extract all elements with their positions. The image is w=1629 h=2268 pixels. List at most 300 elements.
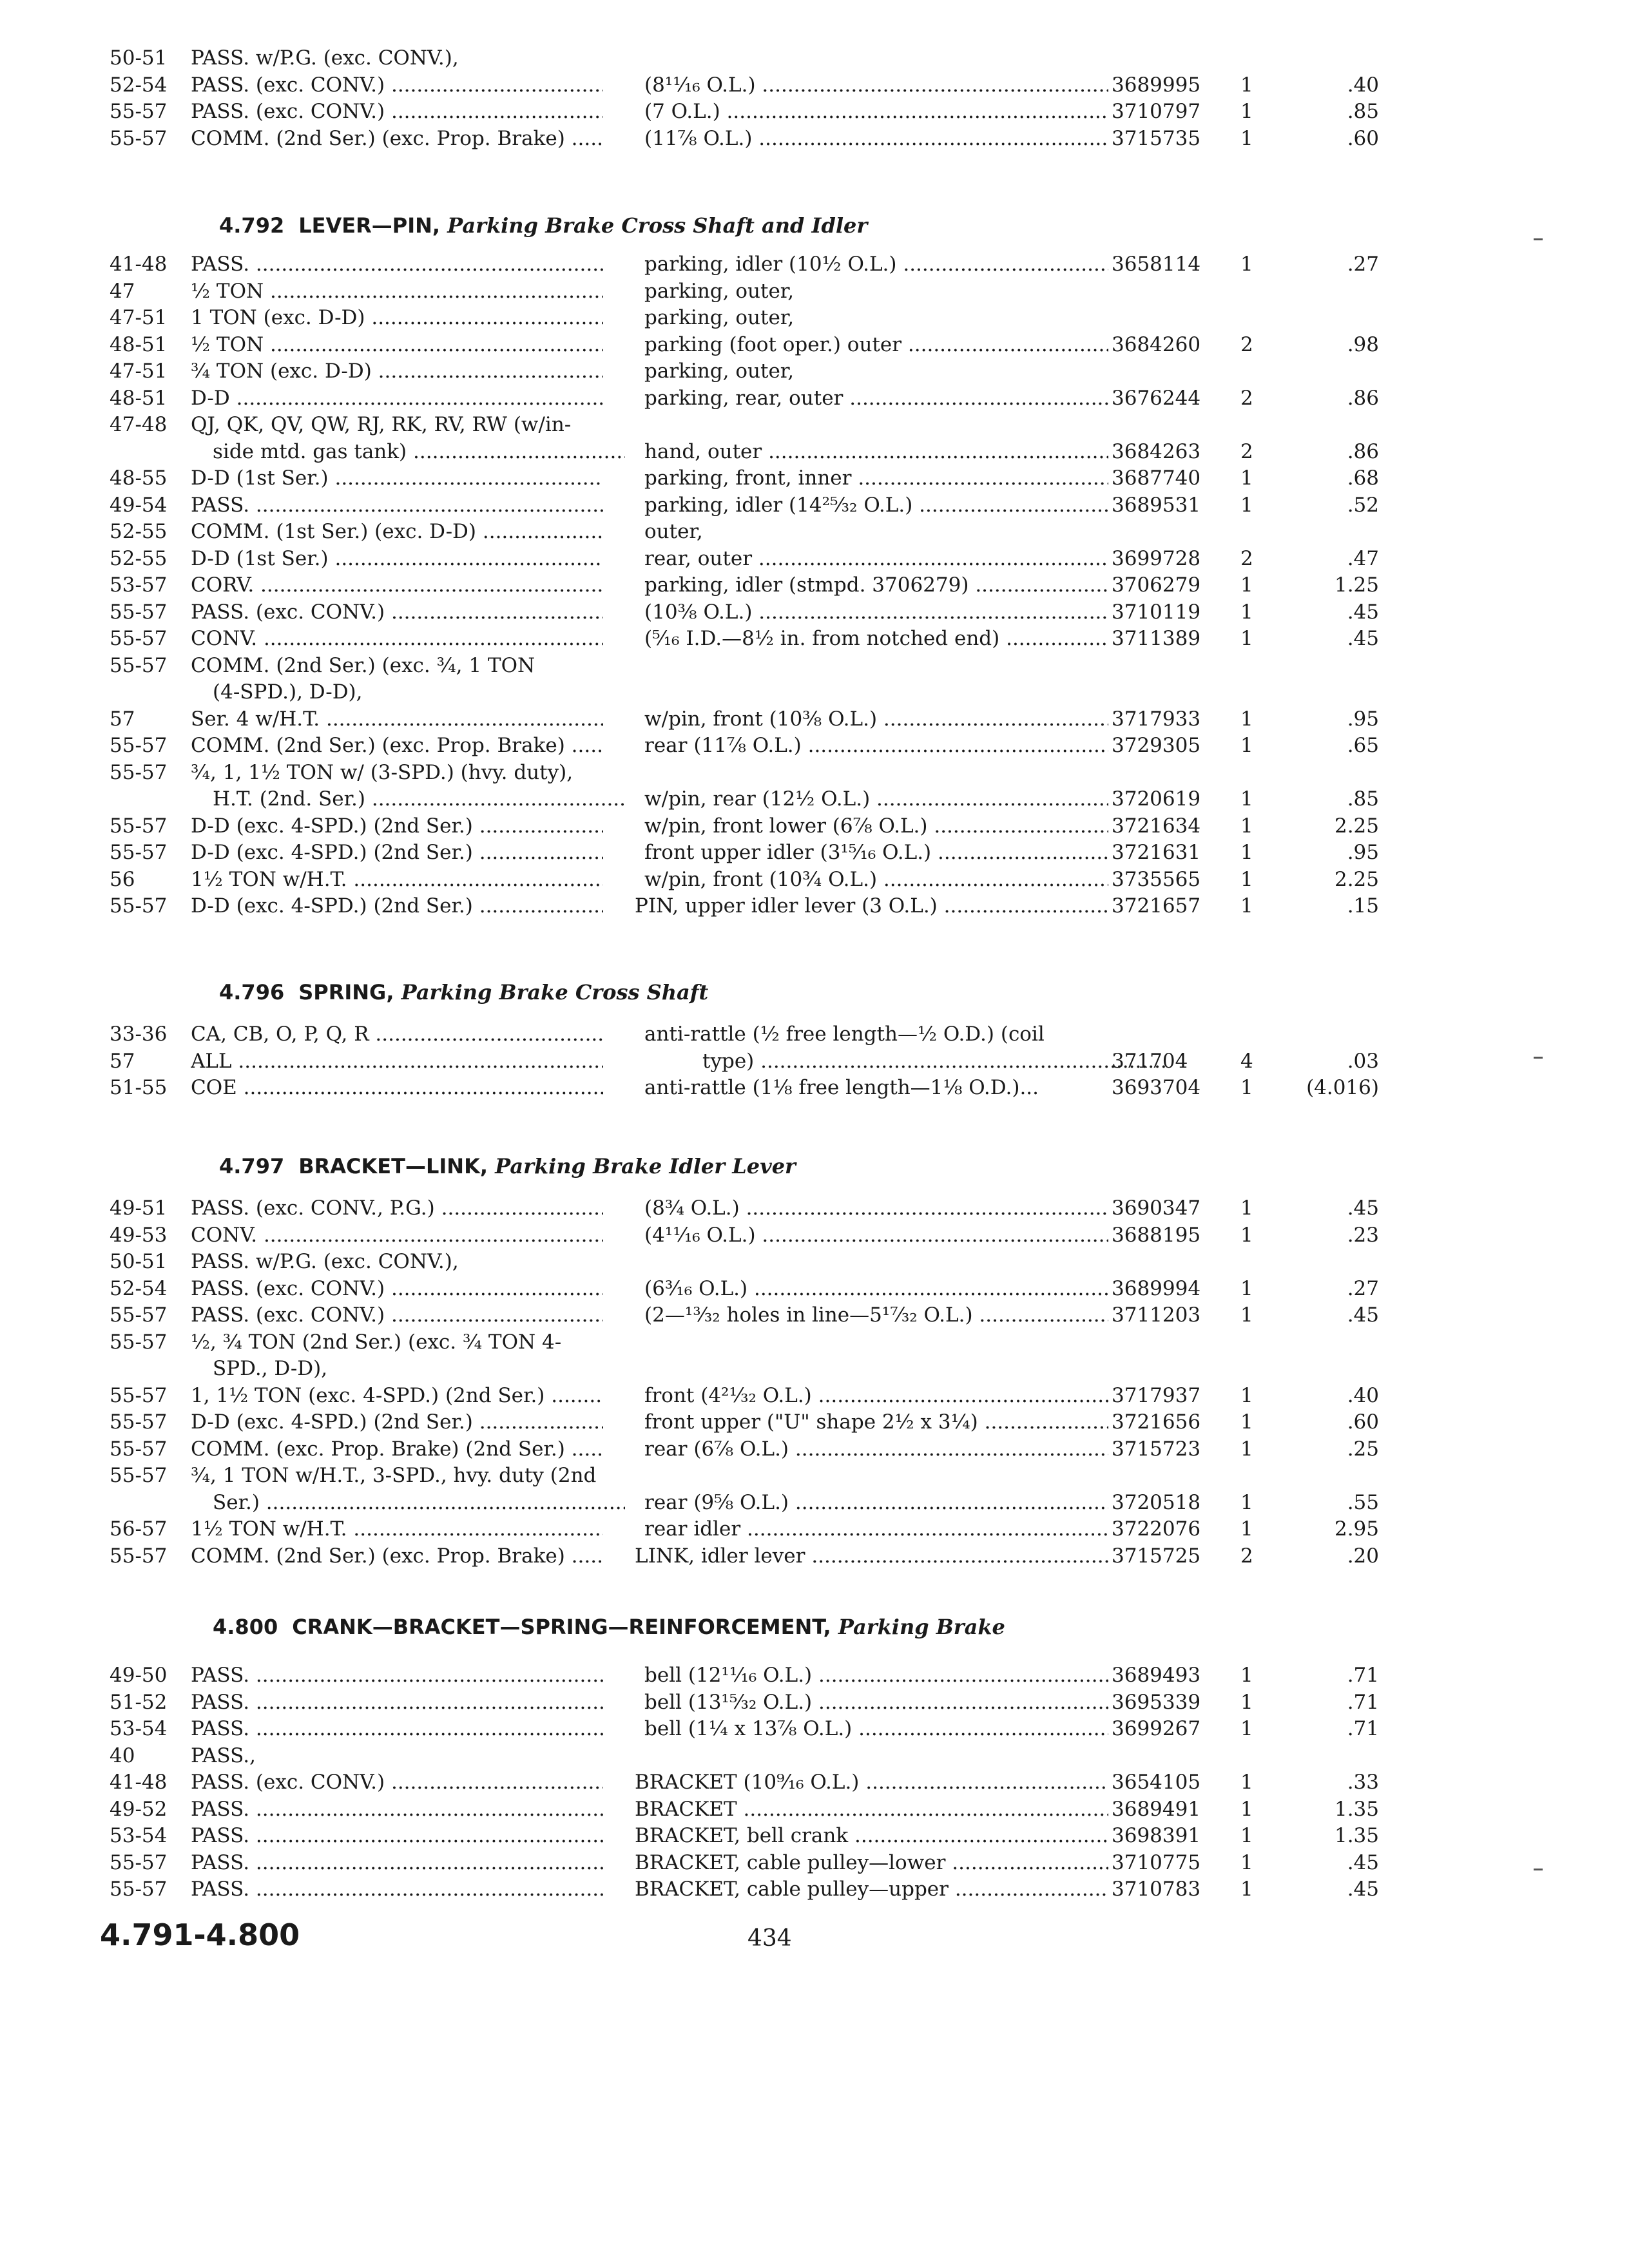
part-number (1112, 385, 1237, 411)
quantity-text: 1 (1240, 734, 1253, 757)
model-years-text: 40 (110, 1744, 135, 1767)
application (191, 1276, 603, 1302)
application (191, 1689, 603, 1715)
price (1289, 1021, 1379, 1047)
quantity (1240, 1048, 1273, 1074)
description (644, 1276, 1108, 1302)
model-years (110, 572, 200, 598)
quantity (1240, 599, 1273, 625)
price (1289, 786, 1379, 812)
price-text: .86 (1347, 439, 1379, 463)
description (644, 1490, 1108, 1515)
section-title: SPRING, (298, 980, 394, 1004)
application-text: COE ..... (191, 1076, 603, 1099)
application-text: CORV. ..... (191, 573, 603, 597)
section-number: 4.800 (213, 1615, 278, 1639)
description (644, 99, 1108, 124)
part-number-text: 3698391 (1112, 1824, 1201, 1847)
quantity (1240, 1850, 1273, 1876)
quantity (1240, 126, 1273, 151)
parts-row (0, 1850, 1629, 1876)
application (191, 840, 603, 865)
application-text: CONV. ..... (191, 627, 603, 650)
parts-row (0, 465, 1629, 491)
model-years-text: 47-51 (110, 360, 168, 383)
parts-row (0, 1716, 1629, 1742)
model-years (110, 1543, 200, 1569)
application-text: ¾ TON (exc. D-D) ..... (191, 360, 603, 383)
price (1289, 412, 1379, 437)
price-text: .85 (1347, 787, 1379, 811)
application-text: H.T. (2nd. Ser.) ..... (213, 787, 625, 811)
model-years-text: 55-57 (110, 627, 168, 650)
description-text: rear (11⅞ O.L.) ..... (644, 734, 1108, 757)
model-years-text: 49-53 (110, 1223, 168, 1247)
model-years (110, 546, 200, 572)
application-text: PASS. (exc. CONV.) ..... (191, 1303, 603, 1327)
application (191, 1662, 603, 1688)
quantity (1240, 1329, 1273, 1355)
model-years (110, 1302, 200, 1328)
description-text: bell (13¹⁵⁄₃₂ O.L.) ..... (644, 1691, 1108, 1714)
description (635, 1850, 1108, 1876)
model-years-text: 48-51 (110, 332, 168, 356)
price (1289, 867, 1379, 892)
application (191, 706, 603, 732)
model-years (110, 278, 200, 304)
parts-row (0, 1195, 1629, 1221)
section-subtitle: Parking Brake Cross Shaft (401, 980, 709, 1004)
price-text: 1.35 (1334, 1797, 1379, 1821)
application-text: PASS. ..... (191, 1664, 603, 1687)
price-text: .40 (1347, 73, 1379, 97)
part-number (1112, 1409, 1237, 1435)
application (191, 45, 603, 71)
price (1289, 1329, 1379, 1355)
parts-row (0, 599, 1629, 625)
model-years-text: 55-57 (110, 1878, 168, 1901)
quantity-text: 1 (1240, 841, 1253, 864)
part-number (1112, 867, 1237, 892)
part-number (1112, 439, 1237, 465)
application (191, 653, 603, 678)
parts-row (0, 412, 1629, 437)
price-text: .71 (1347, 1664, 1379, 1687)
price-text: 1.35 (1334, 1824, 1379, 1847)
part-number-text: 3658114 (1112, 253, 1201, 276)
quantity-text: 1 (1240, 1490, 1253, 1514)
quantity-text: 1 (1240, 1517, 1253, 1541)
model-years (110, 126, 200, 151)
part-number (1112, 1222, 1237, 1248)
price (1289, 1383, 1379, 1408)
model-years-text: 49-54 (110, 493, 168, 517)
description (635, 1543, 1108, 1569)
application-text: 1½ TON w/H.T. ..... (191, 1517, 603, 1541)
part-number (1112, 1662, 1237, 1688)
part-number-text: 371704 (1112, 1049, 1188, 1073)
model-years-text: 47 (110, 279, 135, 303)
quantity (1240, 1743, 1273, 1769)
quantity (1240, 1249, 1273, 1274)
description-text: (4¹¹⁄₁₆ O.L.) ..... (644, 1224, 1108, 1247)
price-text: .45 (1347, 1303, 1379, 1327)
model-years (110, 1463, 200, 1488)
parts-row (0, 867, 1629, 892)
description-text: (6³⁄₁₆ O.L.) ..... (644, 1277, 1108, 1300)
quantity (1240, 813, 1273, 839)
description (635, 1769, 1108, 1795)
price (1289, 1689, 1379, 1715)
price (1289, 1716, 1379, 1742)
application (191, 305, 603, 331)
quantity (1240, 1769, 1273, 1795)
model-years (110, 251, 200, 277)
model-years (110, 840, 200, 865)
model-years-text: 48-51 (110, 386, 168, 410)
quantity (1240, 1021, 1273, 1047)
description (644, 813, 1108, 839)
quantity (1240, 867, 1273, 892)
description (644, 1716, 1108, 1742)
description (644, 251, 1108, 277)
price-text: .23 (1347, 1223, 1379, 1247)
model-years (110, 1490, 200, 1515)
price (1289, 45, 1379, 71)
price-text: .95 (1347, 841, 1379, 864)
part-number (1112, 1048, 1237, 1074)
application-text: ¾, 1, 1½ TON w/ (3-SPD.) (hvy. duty), (191, 760, 574, 784)
part-number (1112, 358, 1237, 384)
section-subtitle: Parking Brake Cross Shaft and Idler (447, 213, 868, 238)
application-text: ½, ¾ TON (2nd Ser.) (exc. ¾ TON 4- (191, 1330, 562, 1354)
description (644, 1662, 1108, 1688)
part-number-text: 3699267 (1112, 1717, 1201, 1740)
part-number (1112, 813, 1237, 839)
parts-row (0, 126, 1629, 151)
quantity-text: 1 (1240, 867, 1253, 891)
part-number-text: 3688195 (1112, 1223, 1201, 1247)
model-years-text: 55-57 (110, 841, 168, 864)
quantity (1240, 305, 1273, 331)
application-text: PASS. (exc. CONV.) ..... (191, 601, 603, 624)
model-years (110, 599, 200, 625)
quantity (1240, 412, 1273, 437)
model-years (110, 1021, 200, 1047)
section-number: 4.792 (219, 213, 285, 238)
margin-mark (1534, 1057, 1543, 1059)
description (644, 1075, 1108, 1100)
description-text: parking, rear, outer ..... (644, 387, 1108, 410)
price-text: .20 (1347, 1544, 1379, 1568)
model-years (110, 1436, 200, 1462)
application (191, 626, 603, 651)
part-number (1112, 1329, 1237, 1355)
model-years (110, 332, 200, 358)
description (644, 706, 1108, 732)
quantity-text: 1 (1240, 1223, 1253, 1247)
application (191, 1302, 603, 1328)
quantity-text: 2 (1240, 1544, 1253, 1568)
parts-row (0, 706, 1629, 732)
part-number (1112, 1302, 1237, 1328)
part-number-text: 3689994 (1112, 1276, 1201, 1300)
price (1289, 893, 1379, 919)
parts-row (0, 439, 1629, 465)
price (1289, 1463, 1379, 1488)
application (191, 1876, 603, 1902)
application (213, 679, 625, 705)
description-text: parking (foot oper.) outer ..... (644, 333, 1108, 356)
description (644, 1689, 1108, 1715)
price (1289, 492, 1379, 518)
part-number (1112, 1276, 1237, 1302)
parts-row (0, 519, 1629, 544)
quantity-text: 1 (1240, 1076, 1253, 1099)
quantity-text: 1 (1240, 787, 1253, 811)
description-text: type) ..... (702, 1050, 1166, 1073)
price (1289, 1876, 1379, 1902)
part-number-text: 3676244 (1112, 386, 1201, 410)
description-text: (8¾ O.L.) ..... (644, 1196, 1108, 1220)
parts-row (0, 278, 1629, 304)
price (1289, 626, 1379, 651)
description (644, 1383, 1108, 1408)
price-text: .55 (1347, 1490, 1379, 1514)
price-text: .15 (1347, 894, 1379, 918)
description-text: anti-rattle (½ free length—½ O.D.) (coil (644, 1023, 1045, 1046)
description (644, 126, 1108, 151)
part-number (1112, 1436, 1237, 1462)
application-text: D-D (exc. 4-SPD.) (2nd Ser.) ..... (191, 1410, 603, 1434)
description (644, 1409, 1108, 1435)
application (191, 1249, 603, 1274)
parts-row (0, 840, 1629, 865)
price-text: .52 (1347, 493, 1379, 517)
part-number-text: 3735565 (1112, 867, 1201, 891)
section-heading (219, 979, 708, 1005)
application-text: PASS. ..... (191, 1824, 603, 1847)
price (1289, 1850, 1379, 1876)
model-years (110, 305, 200, 331)
application-text: ½ TON ..... (191, 280, 603, 303)
description-text: rear idler ..... (644, 1517, 1108, 1541)
model-years (110, 1689, 200, 1715)
margin-mark (1534, 238, 1543, 240)
price (1289, 1075, 1379, 1100)
description (644, 385, 1108, 411)
parts-row (0, 1075, 1629, 1100)
price (1289, 1048, 1379, 1074)
section-title: LEVER—PIN, (298, 213, 441, 238)
application (191, 126, 603, 151)
part-number (1112, 1716, 1237, 1742)
part-number-text: 3722076 (1112, 1517, 1201, 1541)
model-years (110, 1662, 200, 1688)
model-years-text: 49-50 (110, 1664, 168, 1687)
description-text: rear (9⅝ O.L.) ..... (644, 1491, 1108, 1514)
price (1289, 1796, 1379, 1822)
model-years (110, 1048, 200, 1074)
model-years (110, 492, 200, 518)
part-number-text: 3711203 (1112, 1303, 1201, 1327)
description-text: w/pin, front (10¾ O.L.) ..... (644, 868, 1108, 891)
price (1289, 1543, 1379, 1569)
part-number (1112, 706, 1237, 732)
quantity (1240, 1543, 1273, 1569)
description-text: parking, idler (stmpd. 3706279) ..... (644, 573, 1108, 597)
description (644, 1302, 1108, 1328)
price (1289, 1195, 1379, 1221)
quantity (1240, 358, 1273, 384)
quantity (1240, 278, 1273, 304)
model-years-text: 47-48 (110, 413, 168, 436)
description-text: parking, outer, (644, 279, 795, 303)
description (635, 1796, 1108, 1822)
price (1289, 546, 1379, 572)
price (1289, 1743, 1379, 1769)
model-years-text: 53-54 (110, 1717, 168, 1740)
quantity-text: 1 (1240, 1437, 1253, 1461)
quantity (1240, 1075, 1273, 1100)
quantity-text: 4 (1240, 1049, 1253, 1073)
quantity (1240, 572, 1273, 598)
price (1289, 278, 1379, 304)
price-text: .71 (1347, 1717, 1379, 1740)
application-text: PASS. ..... (191, 1878, 603, 1901)
application-text: PASS. ..... (191, 1717, 603, 1740)
model-years (110, 1249, 200, 1274)
description-text: front upper idler (3¹⁵⁄₁₆ O.L.) ..... (644, 841, 1108, 864)
application-text: QJ, QK, QV, QW, RJ, RK, RV, RW (w/in- (191, 413, 572, 436)
quantity-text: 1 (1240, 1850, 1253, 1874)
application-text: 1, 1½ TON (exc. 4-SPD.) (2nd Ser.) ..... (191, 1384, 603, 1407)
model-years (110, 626, 200, 651)
parts-row (0, 1769, 1629, 1795)
model-years-text: 57 (110, 707, 135, 731)
description (644, 1463, 1108, 1488)
part-number-text: 3710119 (1112, 600, 1201, 624)
description (635, 893, 1108, 919)
part-number-text: 3715723 (1112, 1437, 1201, 1461)
description (644, 1249, 1108, 1274)
quantity (1240, 1409, 1273, 1435)
price-text: .45 (1347, 1196, 1379, 1220)
model-years-text: 55-57 (110, 126, 168, 150)
quantity (1240, 465, 1273, 491)
quantity (1240, 45, 1273, 71)
part-number (1112, 1850, 1237, 1876)
model-years (110, 679, 200, 705)
description (644, 679, 1108, 705)
parts-row (0, 1490, 1629, 1515)
section-subtitle: Parking Brake (838, 1615, 1005, 1639)
parts-row (0, 1796, 1629, 1822)
application (191, 358, 603, 384)
application-text: COMM. (2nd Ser.) (exc. ¾, 1 TON (191, 653, 535, 677)
application-text: 1½ TON w/H.T. ..... (191, 868, 603, 891)
quantity (1240, 760, 1273, 785)
price (1289, 1276, 1379, 1302)
application-text: D-D (exc. 4-SPD.) (2nd Ser.) ..... (191, 894, 603, 918)
description (635, 1876, 1108, 1902)
part-number (1112, 126, 1237, 151)
quantity-text: 2 (1240, 386, 1253, 410)
price-text: 2.25 (1334, 814, 1379, 838)
price (1289, 72, 1379, 98)
model-years (110, 1329, 200, 1355)
quantity (1240, 332, 1273, 358)
description (644, 519, 1108, 544)
parts-row (0, 332, 1629, 358)
part-number-text: 3654105 (1112, 1771, 1201, 1794)
model-years-text: 55-57 (110, 1303, 168, 1327)
description-text: (10⅜ O.L.) ..... (644, 601, 1108, 624)
model-years (110, 893, 200, 919)
part-number (1112, 840, 1237, 865)
model-years-text: 55-57 (110, 814, 168, 838)
parts-row (0, 760, 1629, 785)
quantity-text: 1 (1240, 1410, 1253, 1434)
parts-row (0, 1356, 1629, 1381)
application (191, 572, 603, 598)
application-text: 1 TON (exc. D-D) ..... (191, 306, 603, 329)
model-years-text: 55-57 (110, 600, 168, 624)
description (644, 760, 1108, 785)
part-number-text: 3715725 (1112, 1544, 1201, 1568)
application (191, 99, 603, 124)
application-text: PASS. ..... (191, 494, 603, 517)
application-text: SPD., D-D), (213, 1357, 328, 1380)
application-text: PASS. (exc. CONV.) ..... (191, 1277, 603, 1300)
part-number-text: 3706279 (1112, 573, 1201, 597)
model-years (110, 733, 200, 758)
description (644, 840, 1108, 865)
description-text: front (4²¹⁄₃₂ O.L.) ..... (644, 1384, 1108, 1407)
application-text: D-D (1st Ser.) ..... (191, 547, 603, 570)
price (1289, 99, 1379, 124)
price (1289, 126, 1379, 151)
price-text: .27 (1347, 253, 1379, 276)
parts-row (0, 305, 1629, 331)
price-text: .68 (1347, 466, 1379, 490)
model-years-text: 53-54 (110, 1824, 168, 1847)
quantity (1240, 72, 1273, 98)
model-years (110, 653, 200, 678)
model-years-text: 52-55 (110, 546, 168, 570)
price (1289, 385, 1379, 411)
quantity (1240, 1823, 1273, 1849)
application-text: PASS. (exc. CONV.) ..... (191, 100, 603, 123)
model-years-text: 55-57 (110, 734, 168, 757)
section-heading (213, 1614, 1005, 1640)
price (1289, 465, 1379, 491)
parts-row (0, 1516, 1629, 1542)
price (1289, 1249, 1379, 1274)
application (191, 1222, 603, 1248)
part-number (1112, 760, 1237, 785)
price (1289, 1222, 1379, 1248)
description-text: BRACKET, bell crank ..... (635, 1824, 1108, 1847)
price-text: .65 (1347, 734, 1379, 757)
application (191, 412, 603, 437)
application-text: CONV. ..... (191, 1224, 603, 1247)
application (191, 1716, 603, 1742)
application-text: (4-SPD.), D-D), (213, 680, 363, 704)
application-text: COMM. (2nd Ser.) (exc. Prop. Brake) ..... (191, 1544, 603, 1568)
quantity-text: 1 (1240, 1383, 1253, 1407)
model-years-text: 55-57 (110, 1383, 168, 1407)
